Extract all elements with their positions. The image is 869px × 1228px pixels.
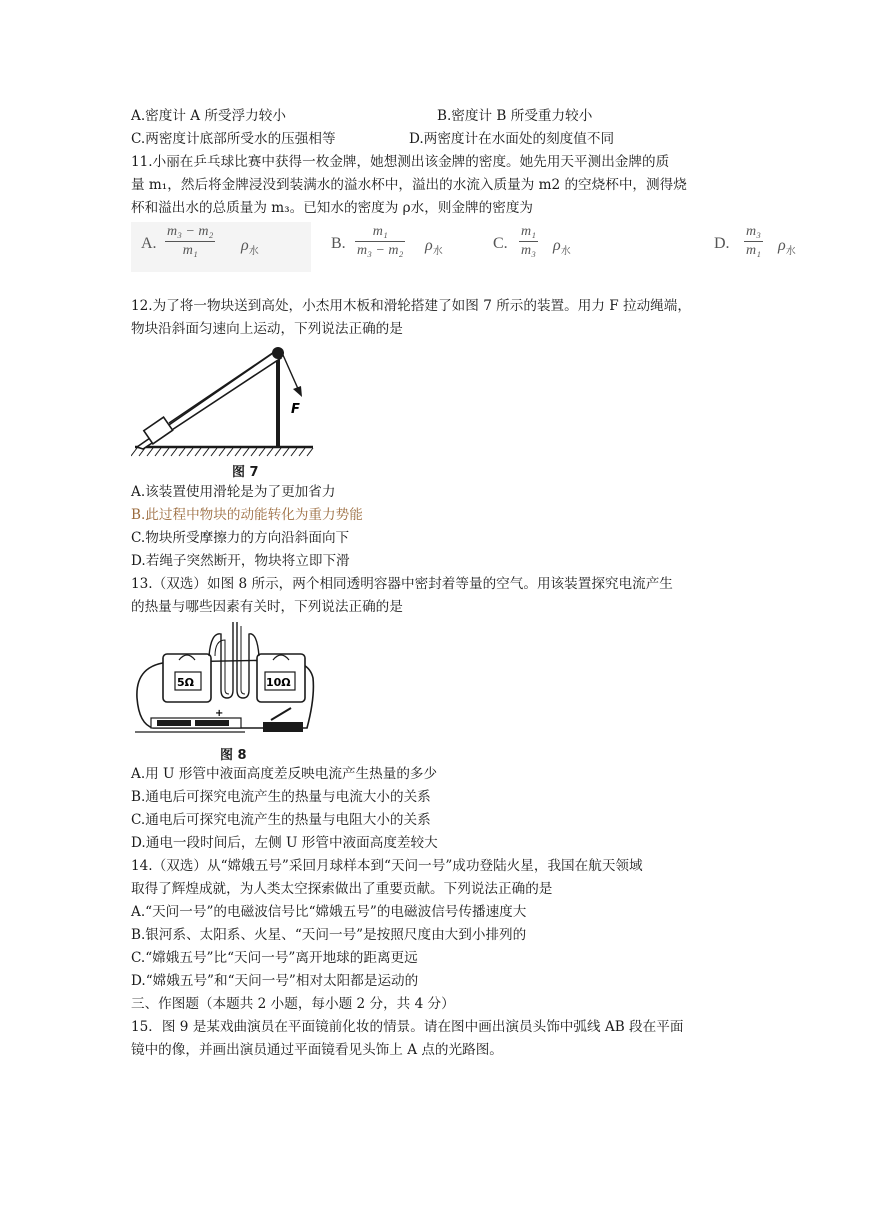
figure-7-caption: 图 7 [232,465,259,480]
q11-option-d [714,222,814,272]
q11-option-b [329,222,489,272]
fraction-numerator: m₃ − m₂ [167,224,214,239]
q11-formula-options [131,222,821,272]
force-label: F [291,402,300,417]
option-label: B. [331,235,346,252]
q15-stem-line1: 15．图 9 是某戏曲演员在平面镜前化妆的情景。请在图中画出演员头饰中弧线 AB 段在平面 [131,1019,684,1035]
q11-option-a [131,222,311,272]
rho-subscript: 水 [248,246,259,258]
figure-8-caption: 图 8 [220,748,247,763]
q14-option-d: D.“嫦娥五号”和“天问一号”相对太阳都是运动的 [131,973,419,989]
fraction-denominator: m₁ [746,243,761,258]
q14-option-b: B.银河系、太阳系、火星、“天问一号”是按照尺度由大到小排列的 [131,927,527,943]
q15-stem-line2: 镜中的像，并画出演员通过平面镜看见头饰上 A 点的光路图。 [131,1042,503,1058]
q13-option-a: A.用 U 形管中液面高度差反映电流产生热量的多少 [131,766,438,782]
fraction-denominator: m₃ − m₂ [357,243,404,258]
q12-option-a: A.该装置使用滑轮是为了更加省力 [131,484,336,500]
fraction-numerator: m₁ [521,224,536,239]
q13-stem-line2: 的热量与哪些因素有关时，下列说法正确的是 [131,599,403,615]
q12-option-c: C.物块所受摩擦力的方向沿斜面向下 [131,530,350,546]
q12-stem-line2: 物块沿斜面匀速向上运动，下列说法正确的是 [131,321,403,337]
fraction-numerator: m₁ [372,224,388,239]
q14-option-a: A.“天问一号”的电磁波信号比“嫦娥五号”的电磁波信号传播速度大 [131,904,527,920]
q13-option-b: B.通电后可探究电流产生的热量与电流大小的关系 [131,789,431,805]
rho-symbol: ρ [553,237,561,254]
q10-option-c: C.两密度计底部所受水的压强相等 [131,131,336,147]
q13-option-c: C.通电后可探究电流产生的热量与电阻大小的关系 [131,812,431,828]
q13-stem-line1: 13.（双选）如图 8 所示，两个相同透明容器中密封着等量的空气。用该装置探究电流产生 [131,576,673,592]
q11-stem-line3: 杯和溢出水的总质量为 m₃。已知水的密度为 ρ水，则金牌的密度为 [131,200,534,216]
option-label: D. [714,235,730,252]
option-label: C. [493,235,508,252]
rho-subscript: 水 [560,246,571,258]
q11-stem-line2: 量 m₁，然后将金牌浸没到装满水的溢水杯中，溢出的水流入质量为 m2 的空烧杯中，测得烧 [131,177,687,193]
fraction-denominator: m₁ [182,243,198,258]
q14-stem-line1: 14.（双选）从“嫦娥五号”采回月球样本到“天问一号”成功登陆火星，我国在航天领域 [131,858,643,874]
svg-text:+: + [215,708,224,719]
rho-symbol: ρ [425,237,433,254]
resistor-left-label: 5Ω [177,676,195,689]
q12-option-d: D.若绳子突然断开，物块将立即下滑 [131,553,350,569]
rho-symbol: ρ [778,237,786,254]
q10-option-d: D.两密度计在水面处的刻度值不同 [409,131,615,147]
section-3-heading: 三、作图题（本题共 2 小题，每小题 2 分，共 4 分） [131,996,455,1012]
q12-stem-line1: 12.为了将一物块送到高处，小杰用木板和滑轮搭建了如图 7 所示的装置。用力 F 拉动绳端， [131,298,691,314]
fraction-numerator: m₃ [746,224,761,239]
q11-stem-line1: 11.小丽在乒乓球比赛中获得一枚金牌，她想测出该金牌的密度。她先用天平测出金牌的质 [131,154,670,170]
figure-7-incline-pulley [131,343,331,461]
q10-option-b: B.密度计 B 所受重力较小 [437,108,593,124]
rho-symbol: ρ [241,237,249,254]
resistor-right-label: 10Ω [266,676,291,689]
q11-option-c [489,222,609,272]
fraction-denominator: m₃ [521,243,536,258]
q14-option-c: C.“嫦娥五号”比“天问一号”离开地球的距离更远 [131,950,418,966]
rho-subscript: 水 [785,246,796,258]
figure-8-joule-heating-apparatus [131,620,321,740]
rho-subscript: 水 [432,246,443,258]
q10-option-a: A.密度计 A 所受浮力较小 [131,108,286,124]
q12-option-b: B.此过程中物块的动能转化为重力势能 [131,507,363,523]
option-label: A. [141,235,157,252]
q14-stem-line2: 取得了辉煌成就，为人类太空探索做出了重要贡献。下列说法正确的是 [131,881,553,897]
q13-option-d: D.通电一段时间后，左侧 U 形管中液面高度差较大 [131,835,438,851]
